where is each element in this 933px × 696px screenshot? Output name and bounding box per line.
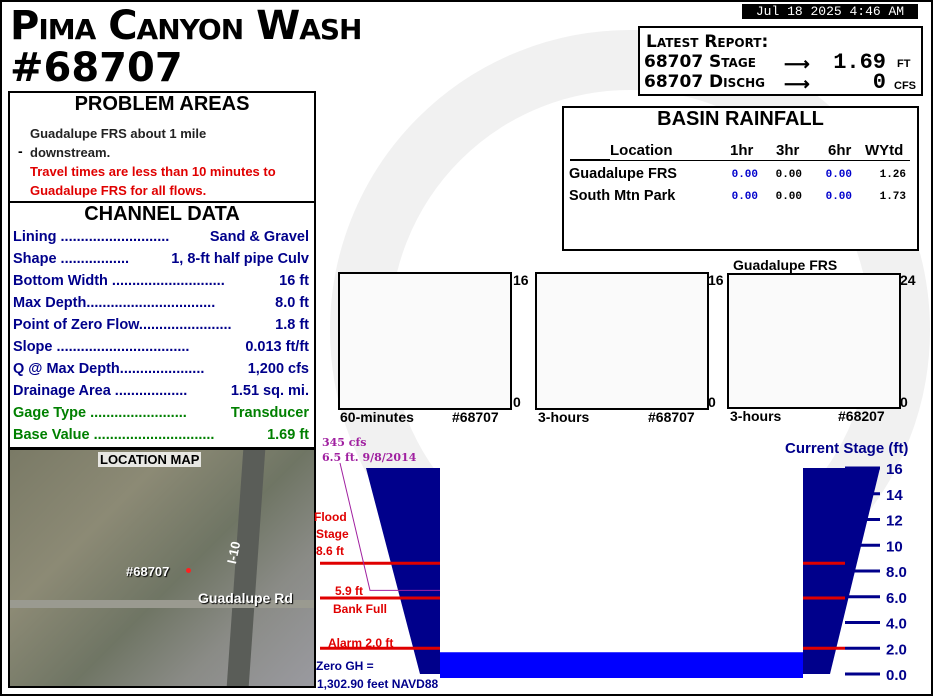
road-label: Guadalupe Rd <box>198 590 293 606</box>
rain-chart-3hr <box>535 272 709 410</box>
flood-stage-label: 8.6 ft <box>316 544 345 558</box>
channel-data-value: 16 ft <box>279 273 309 289</box>
stage-gauge-title: Current Stage (ft) <box>785 440 909 457</box>
rain-location: Guadalupe FRS <box>569 166 677 182</box>
channel-data-label: Base Value .............................. <box>13 427 215 443</box>
channel-data-label: Slope ................................. <box>13 339 190 355</box>
channel-data-value: 1, 8-ft half pipe Culv <box>171 251 309 267</box>
discharge-value: 0 <box>872 70 886 95</box>
chart-period-label: 3-hours <box>730 408 782 424</box>
location-map-title: LOCATION MAP <box>100 452 200 467</box>
rain-value: 0.00 <box>731 191 758 203</box>
chart-ymax: 24 <box>900 272 916 288</box>
channel-data-label: Point of Zero Flow....................... <box>13 317 232 333</box>
gauge-tick-label: 14 <box>886 486 903 504</box>
gage-id-title: #68707 <box>10 45 183 91</box>
gauge-tick-label: 6.0 <box>886 589 907 607</box>
chart-ymax: 16 <box>708 272 724 288</box>
channel-data-label: Shape ................. <box>13 251 130 267</box>
discharge-unit: CFS <box>894 80 916 92</box>
rain-value: 0.00 <box>825 191 852 203</box>
rain-header-6hr: 6hr <box>828 142 852 159</box>
header-rule <box>570 160 910 161</box>
rain-location: South Mtn Park <box>569 188 676 204</box>
rain-header-3hr: 3hr <box>776 142 800 159</box>
arrow-right-icon: ⟶ <box>784 54 810 74</box>
rain-value: 0.00 <box>731 169 758 181</box>
channel-data-label: Max Depth................................ <box>13 295 216 311</box>
channel-data-title: CHANNEL DATA <box>84 203 240 225</box>
problem-text: Guadalupe FRS about 1 mile <box>30 126 207 141</box>
stage-label: 68707 Stage <box>644 52 756 72</box>
rain-chart-3hr-guadalupe <box>727 273 901 409</box>
channel-data-label: Bottom Width ............................ <box>13 273 225 289</box>
channel-data-label: Q @ Max Depth..................... <box>13 361 205 377</box>
gauge-tick-label: 2.0 <box>886 641 907 659</box>
chart-gage-label: #68707 <box>648 409 695 425</box>
chart-ymin: 0 <box>708 394 716 410</box>
rain-value: 0.00 <box>825 169 852 181</box>
problem-areas-title: PROBLEM AREAS <box>74 93 250 115</box>
stage-gauge <box>300 430 933 696</box>
rain-value: 0.00 <box>775 169 802 181</box>
alarm-label: Alarm 2.0 ft <box>328 636 394 650</box>
channel-data-value: Sand & Gravel <box>209 229 309 245</box>
bankfull-label: 5.9 ft <box>335 584 364 598</box>
latest-report-box <box>638 26 923 96</box>
record-label: 6.5 ft. 9/8/2014 <box>322 451 417 464</box>
chart-gage-label: #68707 <box>452 409 499 425</box>
channel-data-value: Transducer <box>230 405 309 421</box>
channel-data-label: Drainage Area .................. <box>13 383 188 399</box>
channel-data-panel <box>8 201 316 449</box>
chart-period-label: 60-minutes <box>340 409 414 425</box>
bankfull-label: Bank Full <box>333 602 388 616</box>
gauge-tick-label: 8.0 <box>886 564 907 581</box>
bullet: - <box>18 143 23 159</box>
channel-data-label: Lining ........................... <box>13 229 170 245</box>
zero-gh-label: Zero GH = <box>316 659 374 673</box>
rain-chart-60min <box>338 272 512 410</box>
problem-warning: Guadalupe FRS for all flows. <box>30 183 207 198</box>
chart-title: Guadalupe FRS <box>733 257 838 273</box>
gauge-tick-label: 10 <box>886 538 903 556</box>
gauge-tick-label: 4.0 <box>886 615 907 633</box>
latest-report-heading: Latest Report: <box>646 32 769 52</box>
chart-gage-label: #68207 <box>838 408 885 424</box>
channel-data-value: 0.013 ft/ft <box>245 339 309 355</box>
basin-rainfall-title: BASIN RAINFALL <box>657 108 824 130</box>
water-level <box>440 652 803 678</box>
chart-ymin: 0 <box>513 394 521 410</box>
location-map-panel[interactable] <box>8 448 316 688</box>
gauge-tick-label: 12 <box>886 512 903 530</box>
channel-interior <box>440 468 803 678</box>
channel-data-value: 1.69 ft <box>267 427 309 443</box>
page-title: Pima Canyon Wash <box>10 3 362 49</box>
gauge-tick-label: 16 <box>886 461 903 478</box>
chart-ymin: 0 <box>900 394 908 410</box>
stage-unit: FT <box>897 58 911 70</box>
gauge-tick-label: 0.0 <box>886 667 907 684</box>
problem-warning: Travel times are less than 10 minutes to <box>30 164 276 179</box>
discharge-label: 68707 Dischg <box>644 72 765 92</box>
problem-areas-panel <box>8 91 316 203</box>
chart-ymax: 16 <box>513 272 529 288</box>
chart-period-label: 3-hours <box>538 409 590 425</box>
rain-header-location: Location <box>610 142 673 159</box>
flood-stage-label: Flood <box>314 510 347 524</box>
channel-data-label: Gage Type ........................ <box>13 405 187 421</box>
datetime-bar: Jul 18 2025 4:46 AM <box>742 4 918 19</box>
channel-data-value: 1,200 cfs <box>247 361 309 377</box>
channel-data-value: 1.51 sq. mi. <box>230 383 309 399</box>
rain-value: 1.73 <box>879 191 906 203</box>
problem-text: downstream. <box>30 145 111 160</box>
flood-stage-label: Stage <box>316 527 349 541</box>
highway-label: I-10 <box>224 540 244 566</box>
channel-data-value: 1.8 ft <box>275 317 309 333</box>
basin-rainfall-panel <box>562 106 919 251</box>
gage-map-label: #68707 <box>126 564 170 579</box>
gage-marker-icon[interactable] <box>186 568 191 573</box>
rain-value: 1.26 <box>879 169 906 181</box>
record-label: 345 cfs <box>322 436 367 449</box>
rain-header-wytd: WYtd <box>865 142 904 159</box>
rain-header-1hr: 1hr <box>730 142 754 159</box>
zero-gh-label: 1,302.90 feet NAVD88 <box>317 677 439 691</box>
stage-value: 1.69 <box>833 50 886 75</box>
arrow-right-icon: ⟶ <box>784 74 810 94</box>
channel-data-value: 8.0 ft <box>275 295 309 311</box>
rain-value: 0.00 <box>775 191 802 203</box>
